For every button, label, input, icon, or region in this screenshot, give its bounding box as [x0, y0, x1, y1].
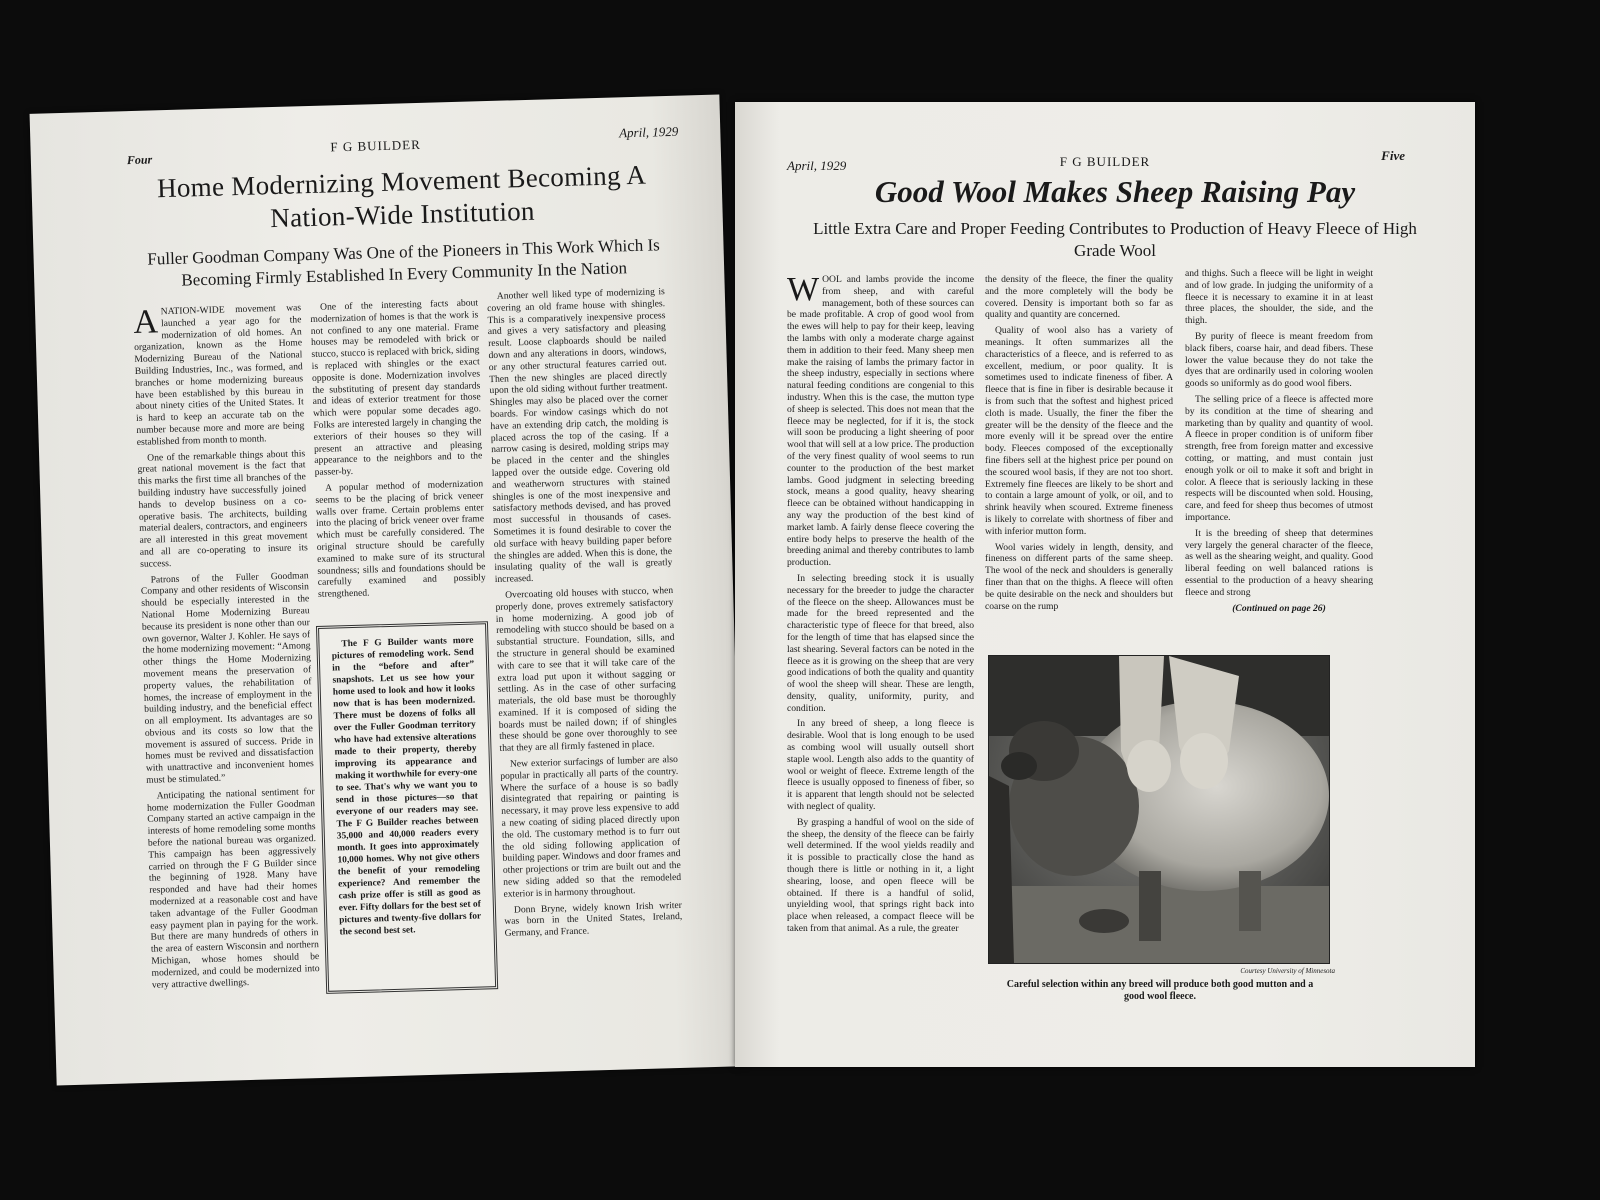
paragraph: and thighs. Such a fleece will be light in weight and of low grade. In judging the uniformity of a fleece it is necessary to examine it in at least three places, the shoulder, the side, and the thigh. — [1185, 268, 1373, 327]
magazine-name: F G BUILDER — [1059, 154, 1151, 169]
paragraph: Donn Bryne, widely known Irish writer was born in the United States, Ireland, Germany, and France. — [504, 899, 683, 940]
left-page — [30, 95, 747, 1086]
paragraph: By grasping a handful of wool on the side of the sheep, the density of the fleece can be fairly well determined. If the wool yields readily and it is possible to practically close the hand as though there is little or nothing in it, a light shearing, loose, and open fleece will be obtained. If there is a handful of solid, unyielding wool, that springs right back into place when released, a compact fleece will be taken from that animal. As a rule, the greater — [787, 816, 974, 935]
right-column-1 — [787, 274, 974, 1009]
remodeling-pictures-notice — [316, 621, 498, 994]
drop-cap: A — [132, 303, 159, 341]
paragraph: NATION-WIDE movement was launched a year ago for the modernization of old homes. An organization, known as the Home Modernizing Bureau of the National Building Industries, Inc., was formed, and branches or home modernizing bureaus have been established by this bureau in about ninety cities of the United States. It is hard to keep an accurate tab on the number because more and more are being established from month to month. — [133, 302, 305, 448]
sheep-illustration — [989, 656, 1329, 963]
paragraph: OOL and lambs provide the income from sheep, and with careful management, both of these sources can be made profitable. A crop of good wool from the ewes will help to pay for their keep, leaving the lambs with only a moderate charge against them in addition to their feed. Many sheep men make the raising of lambs the primary factor in the sheep industry, especially in sections where natural feeding conditions are congenial to this industry. When this is the case, the mutton type of sheep is selected. This does not mean that the fleece may be neglected, for if it is, the stock will soon be producing a light sheering of poor wool that will sell at a low price. The production of the very finest quality of wool seems to run counter to the production of the best market lambs. Good judgment in selecting breeding stock, means a good quality, heavy shearing fleece can be obtained without handicapping in any way the production of the best kind of market lamb. A fairly dense fleece covering the entire body helps to preserve the health of the breeding animal and thereby contributes to lamb production. — [787, 274, 974, 569]
paragraph: A popular method of modernization seems to be the placing of brick veneer walls over frame. Certain problems enter into the placing of brick veneer over frame which must be carefully considered. The original structure should be carefully examined to make sure of its structural soundness; sills and foundations should be carefully examined and possibly strengthened. — [315, 478, 486, 601]
magazine-name: F G BUILDER — [330, 136, 421, 155]
paragraph: Wool varies widely in length, density, and fineness on different parts of the same sheep. The wool of the neck and shoulders is generally finer than that on the thighs. A fleece will often be quite desirable on the neck and shoulders but coarse on the rump — [985, 541, 1173, 612]
paragraph: It is the breeding of sheep that determines very largely the general character of the fleece, as well as the shearing weight, and quality. Good liberal feeding on well balanced rations is essential to the production of a heavy shearing fleece and strong — [1185, 527, 1373, 598]
article-subtitle: Fuller Goodman Company Was One of the Pioneers in This Work Which Is Becoming Firmly Established In Every Community In the Nation — [147, 235, 661, 290]
paragraph: In any breed of sheep, a long fleece is desirable. Wool that is long enough to be used as combing wool will usually outsell short staple wool. Length also adds to the quantity of wool or weight of fleece. Extreme length of the fleece is usually opposed to fineness of fiber, so it is apparent that length should not be selected with neglect of quality. — [787, 718, 974, 813]
article-subtitle: Little Extra Care and Proper Feeding Contributes to Production of Heavy Fleece of High Grade Wool — [813, 219, 1417, 260]
right-page-header — [735, 130, 1475, 173]
paragraph: Another well liked type of modernizing is covering an old frame house with shingles. This is a comparatively inexpensive process and gives a very satisfactory and pleasing result. Loose clapboards should be nailed down and any alterations in doors, windows, or any other structural features carried out. Then the new shingles are placed directly upon the old siding without further treatment. Shingles may also be placed over the corner boards. For window casings which do not have an extending drip catch, the molding is placed across the top of the casing. If a narrow casing is desired, molding strips may be placed in the center and the shingles lapped over the outside edge. Covering old and weatherworn structures with stained shingles is one of the most inexpensive and satisfactory methods devised, and has proved most successful in thousands of cases. Sometimes it is found desirable to cover the old surface with heavy building paper before the shingles are added. When this is done, the insulating quality of the wall is greatly increased. — [487, 286, 673, 586]
right-column-3 — [1185, 268, 1373, 648]
paragraph: In selecting breeding stock it is usually necessary for the breeder to judge the character of the fleece on the sheep. Allowances must be made for the breed represented and the characteristic type of fleece for that breed, also for the length of time that has elapsed since the last shearing. Several factors can be noted in the fleece as it is growing on the sheep that are very good indications of both the quality and quantity of wool the sheep will shear. These are length, density, quality, uniformity, purity, and condition. — [787, 572, 974, 714]
continued-note: (Continued on page 26) — [1232, 602, 1326, 614]
issue-date: April, 1929 — [787, 158, 847, 173]
sheep-photo — [988, 655, 1330, 964]
paragraph: New exterior surfacings of lumber are also popular in practically all parts of the country. Where the surface of a house is so badly disintegrated that repairing or painting is necessary, it may prove less expensive to add a new coating of siding placed directly upon the old. The customary method is to furr out the old siding following application of building paper. Windows and door frames and other projections or trim are built out and the new siding added so that the remodeled exterior is in harmony throughout. — [500, 754, 682, 900]
paragraph: The selling price of a fleece is affected more by its condition at the time of shearing and marketing than by quality and quantity of wool. A fleece in proper condition is of uniform fiber strength, free from foreign matter and excessive cotting, or matting, and must contain just enough yolk or oil to make it soft and bright in color. A fleece that is seriously lacking in these respects will be discounted when sold. Housing, care, and feed for sheep thus becomes of utmost importance. — [1185, 393, 1373, 523]
left-column-2 — [310, 297, 487, 620]
photo-caption: Careful selection within any breed will produce both good mutton and a good wool fleece. — [1006, 979, 1314, 1002]
paragraph: One of the remarkable things about this great national movement is the fact that this marks the first time all branches of the building industry have successfully joined hands to develop business on a co-operative basis. The architects, building material dealers, contractors, and engineers are all interested in this great movement and all are co-operating to insure its success. — [137, 447, 308, 570]
article-title: Home Modernizing Movement Becoming A Nation-Wide Institution — [156, 159, 647, 234]
page-number: Four — [126, 152, 153, 168]
left-column-3 — [487, 286, 685, 1021]
notice-text: The F G Builder wants more pictures of remodeling work. Send in the “before and after” snapshots. Let us see how your home used to look and how it looks now that is has been modernized. There must be dozens of folks all over the Fuller Goodman territory who have had extensive alterations made to their property, thereby improving its appearance and making it worthwhile for every-one to see. That's why we want you to send in those pictures—so that everyone of our readers may see. The F G Builder reaches between 35,000 and 40,000 readers every month. It goes into approximately 10,000 homes. Why not give others the benefit of your remodeling experience? And remember the cash prize offer is still as good as ever. Fifty dollars for the best set of pictures and twenty-five dollars for the second best set. — [331, 635, 482, 938]
paragraph: Overcoating old houses with stucco, when properly done, proves extremely satisfactory in home modernizing. A good job of remodeling with stucco should be based on a substantial structure. Foundation, sills, and the structure in general should be examined with care to see that it will take care of the extra load put upon it without sagging or settling. As in the case of other surfacing materials, the old base must be thoroughly examined. If it is composed of siding the boards must be nailed down; if of shingles these should be gone over thoroughly to see that they are all firmly fastened in place. — [495, 584, 678, 755]
page-number: Five — [1381, 148, 1405, 163]
paragraph: One of the interesting facts about modernization of homes is that the work is not confined to any one material. Frame houses may be remodeled with brick or stucco, stucco is replaced with brick, siding is replaced with shingles or the exact opposite is done. Modernization involves the substituting of present day standards and ideas of exterior treatment for those which were popular some decades ago. Folks are interested largely in changing the exteriors of their houses so they will present an attractive and pleasing appearance to the neighbors and to the passer-by. — [310, 297, 483, 479]
paragraph: Anticipating the national sentiment for home modernization the Fuller Goodman Company started an active campaign in the interests of home remodeling some months before the national bureau was organized. This campaign has been aggressively carried on through the F G Builder since the beginning of 1928. Many have responded and have had their homes modernized at a reasonable cost and have taken advantage of the Fuller Goodman easy payment plan in paying for the work. But there are many hundreds of others in the area of eastern Wisconsin and northern Michigan, whose homes should be modernized, and could be modernized into very attractive dwellings. — [146, 786, 320, 991]
article-title: Good Wool Makes Sheep Raising Pay — [874, 174, 1356, 209]
right-column-2 — [985, 274, 1173, 644]
paragraph: the density of the fleece, the finer the quality and the more completely will the body be covered. Density is important both so far as quality and quantity are concerned. — [985, 274, 1173, 321]
issue-date: April, 1929 — [618, 123, 679, 141]
paragraph: Patrons of the Fuller Goodman Company and other residents of Wisconsin should be especially interested in the National Home Modernizing Bureau because its president is none other than our own governor, Walter J. Kohler. He says of the home modernizing movement: “Among other things the Home Modernizing movement means the preservation of property values, the rehabilitation of homes, the increase of employment in the building industry, and the beneficial effect on all employment. Its advantages are so obvious and its costs so low that the movement is assured of success. Pride in homes must be revived and dissatisfaction with unattractive and inconvenient homes must be stimulated.” — [140, 569, 314, 786]
drop-cap: W — [787, 274, 820, 308]
photo-credit: Courtesy University of Minnesota — [1240, 967, 1335, 975]
right-page — [735, 102, 1475, 1067]
paragraph: Quality of wool also has a variety of meanings. It often summarizes all the characteristics of a fleece, and is referred to as excellent, medium, or poor quality. It is sometimes used to indicate fineness of fiber. A fleece that is fine in fiber is desirable because it is from such that the softest and highest priced cloth is made. Usually, the finer the fiber the greater will be the density of the fleece and the more evenly will it be spread over the entire body. Fleeces composed of the exceptionally fine fibers sell at the highest price per pound on the scoured wool basis, if they are not too short. Extremely fine fleeces are likely to be short and to contain a large amount of yolk, or oil, and to shrink heavily when scoured. Extreme fineness is likely to correlate with shortness of fiber and with inferior mutton form. — [985, 325, 1173, 537]
paragraph: By purity of fleece is meant freedom from black fibers, coarse hair, and dead fibers. These lower the value because they do not take the dyes that are ordinarily used in coloring woolen goods so uniformly as do good wool fibers. — [1185, 330, 1373, 390]
left-column-1 — [133, 302, 321, 1026]
